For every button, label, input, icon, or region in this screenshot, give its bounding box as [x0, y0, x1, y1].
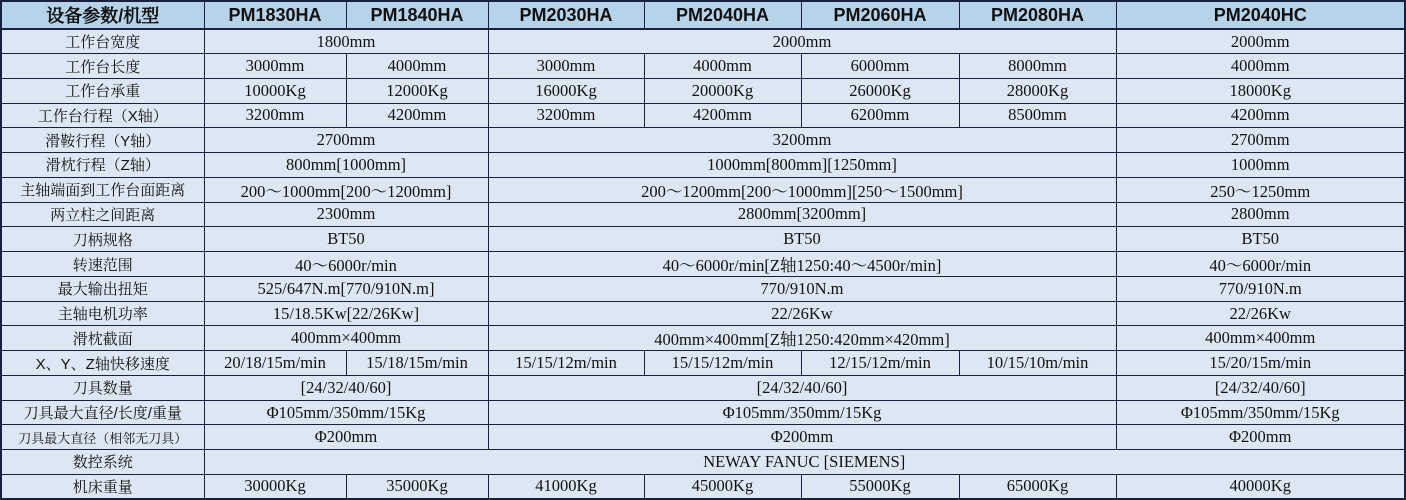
spec-cell: 3000mm [488, 54, 644, 79]
spec-cell: 2800mm [1116, 202, 1405, 227]
spec-cell: 20/18/15m/min [204, 351, 346, 376]
table-row [1, 301, 1405, 326]
row-label: X、Y、Z轴快移速度 [1, 351, 204, 376]
table-row [1, 326, 1405, 351]
row-label: 刀具数量 [1, 376, 204, 401]
model-header-pm2080ha: PM2080HA [959, 1, 1116, 29]
spec-cell: 55000Kg [801, 474, 959, 499]
spec-cell: 15/20/15m/min [1116, 351, 1405, 376]
spec-cell: 22/26Kw [1116, 301, 1405, 326]
row-label: 滑枕截面 [1, 326, 204, 351]
row-label: 两立柱之间距离 [1, 202, 204, 227]
table-row [1, 252, 1405, 277]
spec-cell: 12000Kg [346, 78, 488, 103]
spec-cell: 2700mm [1116, 128, 1405, 153]
spec-cell: 26000Kg [801, 78, 959, 103]
spec-cell: 6000mm [801, 54, 959, 79]
table-row [1, 277, 1405, 302]
spec-cell: 2000mm [488, 29, 1116, 54]
spec-cell: 4000mm [644, 54, 801, 79]
spec-cell: [24/32/40/60] [488, 376, 1116, 401]
spec-cell: 3200mm [488, 103, 644, 128]
table-row [1, 128, 1405, 153]
row-label: 工作台宽度 [1, 29, 204, 54]
spec-cell: 200～1200mm[200～1000mm][250～1500mm] [488, 177, 1116, 202]
spec-cell: Φ200mm [488, 425, 1116, 450]
model-header-pm2040ha: PM2040HA [644, 1, 801, 29]
row-label: 工作台承重 [1, 78, 204, 103]
corner-header: 设备参数/机型 [1, 1, 204, 29]
model-header-pm2060ha: PM2060HA [801, 1, 959, 29]
spec-cell: 15/15/12m/min [488, 351, 644, 376]
spec-cell: 15/18.5Kw[22/26Kw] [204, 301, 488, 326]
spec-cell: 10000Kg [204, 78, 346, 103]
row-label: 主轴电机功率 [1, 301, 204, 326]
table-row [1, 450, 1405, 475]
spec-cell: 12/15/12m/min [801, 351, 959, 376]
spec-cell: 18000Kg [1116, 78, 1405, 103]
model-header-pm2030ha: PM2030HA [488, 1, 644, 29]
spec-cell: 41000Kg [488, 474, 644, 499]
spec-cell: Φ105mm/350mm/15Kg [488, 400, 1116, 425]
spec-cell: 40000Kg [1116, 474, 1405, 499]
spec-cell: 4000mm [346, 54, 488, 79]
spec-cell: 2300mm [204, 202, 488, 227]
model-header-pm1840ha: PM1840HA [346, 1, 488, 29]
spec-cell: 2000mm [1116, 29, 1405, 54]
spec-cell: 40～6000r/min [1116, 252, 1405, 277]
row-label: 滑枕行程（Z轴） [1, 152, 204, 177]
spec-cell: BT50 [1116, 227, 1405, 252]
spec-cell: 770/910N.m [1116, 277, 1405, 302]
spec-cell: 8500mm [959, 103, 1116, 128]
row-label: 转速范围 [1, 252, 204, 277]
spec-cell: [24/32/40/60] [1116, 376, 1405, 401]
spec-cell: Φ105mm/350mm/15Kg [204, 400, 488, 425]
spec-cell: Φ200mm [204, 425, 488, 450]
row-label: 数控系统 [1, 450, 204, 475]
spec-cell: 8000mm [959, 54, 1116, 79]
spec-cell: 15/15/12m/min [644, 351, 801, 376]
spec-cell: 16000Kg [488, 78, 644, 103]
table-row [1, 425, 1405, 450]
header-row [1, 1, 1405, 29]
spec-cell: 28000Kg [959, 78, 1116, 103]
spec-cell: 4200mm [1116, 103, 1405, 128]
spec-cell: 35000Kg [346, 474, 488, 499]
table-row [1, 400, 1405, 425]
row-label: 刀具最大直径/长度/重量 [1, 400, 204, 425]
spec-cell: 2700mm [204, 128, 488, 153]
row-label: 工作台行程（X轴） [1, 103, 204, 128]
table-row [1, 351, 1405, 376]
spec-cell: Φ200mm [1116, 425, 1405, 450]
spec-cell: 3200mm [204, 103, 346, 128]
spec-cell: 2800mm[3200mm] [488, 202, 1116, 227]
spec-cell: BT50 [204, 227, 488, 252]
spec-cell: 10/15/10m/min [959, 351, 1116, 376]
spec-cell: [24/32/40/60] [204, 376, 488, 401]
row-label: 机床重量 [1, 474, 204, 499]
spec-cell: 250～1250mm [1116, 177, 1405, 202]
table-row [1, 474, 1405, 499]
spec-cell: 3000mm [204, 54, 346, 79]
model-header-pm1830ha: PM1830HA [204, 1, 346, 29]
spec-cell: 400mm×400mm [204, 326, 488, 351]
model-header-pm2040hc: PM2040HC [1116, 1, 1405, 29]
row-label: 刀柄规格 [1, 227, 204, 252]
spec-cell: 65000Kg [959, 474, 1116, 499]
row-label: 主轴端面到工作台面距离 [1, 177, 204, 202]
table-row [1, 29, 1405, 54]
spec-cell: 30000Kg [204, 474, 346, 499]
spec-cell: 770/910N.m [488, 277, 1116, 302]
spec-cell: 3200mm [488, 128, 1116, 153]
spec-cell: 525/647N.m[770/910N.m] [204, 277, 488, 302]
spec-cell: 40～6000r/min [204, 252, 488, 277]
row-label: 最大输出扭矩 [1, 277, 204, 302]
spec-cell: NEWAY FANUC [SIEMENS] [204, 450, 1405, 475]
row-label: 刀具最大直径（相邻无刀具） [1, 425, 204, 450]
spec-cell: 40～6000r/min[Z轴1250:40～4500r/min] [488, 252, 1116, 277]
spec-cell: 6200mm [801, 103, 959, 128]
table-row [1, 202, 1405, 227]
table-row [1, 78, 1405, 103]
spec-cell: 400mm×400mm [1116, 326, 1405, 351]
spec-cell: 45000Kg [644, 474, 801, 499]
spec-cell: 22/26Kw [488, 301, 1116, 326]
table-row [1, 227, 1405, 252]
spec-table-header [1, 1, 1405, 29]
spec-cell: 20000Kg [644, 78, 801, 103]
table-row [1, 152, 1405, 177]
table-row [1, 103, 1405, 128]
spec-cell: 1000mm [1116, 152, 1405, 177]
spec-cell: 1000mm[800mm][1250mm] [488, 152, 1116, 177]
spec-cell: 4200mm [346, 103, 488, 128]
spec-cell: 1800mm [204, 29, 488, 54]
spec-cell: 4000mm [1116, 54, 1405, 79]
spec-cell: 400mm×400mm[Z轴1250:420mm×420mm] [488, 326, 1116, 351]
spec-cell: Φ105mm/350mm/15Kg [1116, 400, 1405, 425]
spec-table-body [1, 29, 1405, 499]
table-row [1, 54, 1405, 79]
spec-cell: 15/18/15m/min [346, 351, 488, 376]
table-row [1, 177, 1405, 202]
spec-cell: 4200mm [644, 103, 801, 128]
spec-cell: BT50 [488, 227, 1116, 252]
spec-cell: 200～1000mm[200～1200mm] [204, 177, 488, 202]
spec-cell: 800mm[1000mm] [204, 152, 488, 177]
row-label: 工作台长度 [1, 54, 204, 79]
table-row [1, 376, 1405, 401]
row-label: 滑鞍行程（Y轴） [1, 128, 204, 153]
